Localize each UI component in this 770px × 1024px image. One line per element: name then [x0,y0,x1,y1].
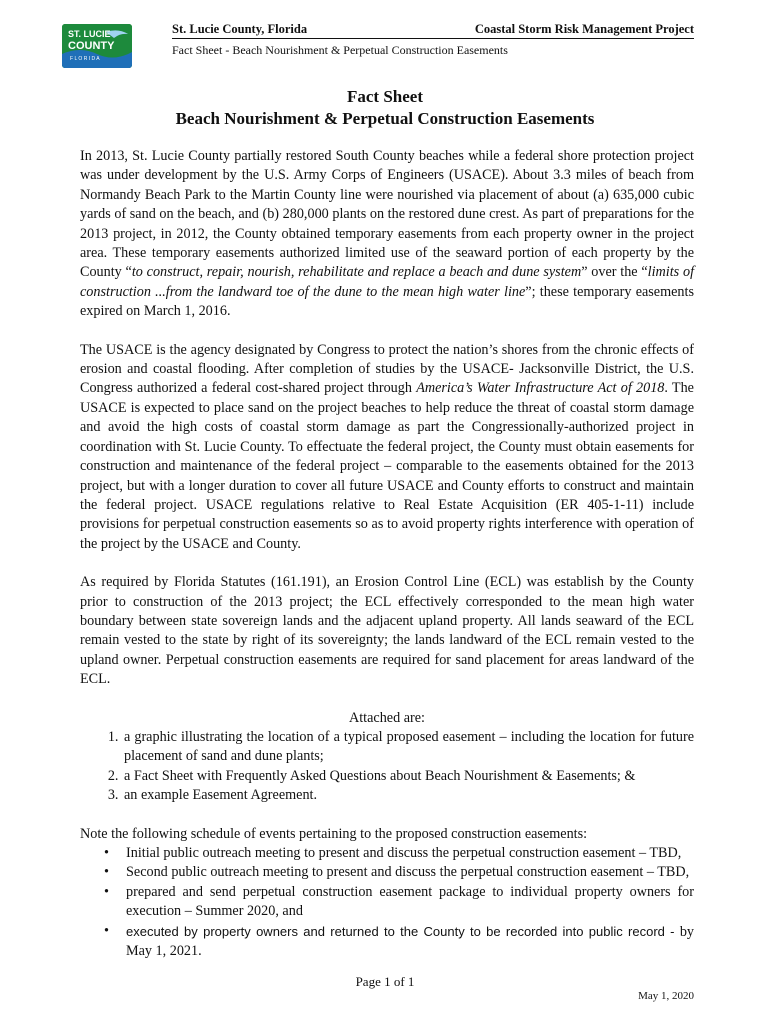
schedule-item [104,863,694,882]
p2-text-c: . The USACE is expected to place sand on the project beaches to help reduce the threat of coastal storm damage and avoid the high costs of coastal storm damage as part the Congressionally-authorized project in coordination with St. Lucie County. To effectuate the federal project, the County must obtain easements for construction and maintenance of the federal project – comparable to the easements obtained for the 2013 project, but with a longer duration to cover all future USACE and County efforts to construct and maintain the federal project. USACE regulations relative to Real Estate Acquisition (ER 405-1-11) include provisions for perpetual construction easements so as to avoid property rights interference with operation of the project by the USACE and County. [80,380,694,552]
bullet-icon: • [104,883,109,900]
title-line2: Beach Nourishment & Perpetual Construction Easements [175,109,595,128]
page-number: Page 1 of 1 [355,974,415,989]
p1-text-a: In 2013, St. Lucie County partially restored South County beaches while a federal shore protection project was under development by the U.S. Army Corps of Engineers (USACE). About 3.3 miles of beach from Normandy Beach Park to the Martin County line were nourished via placement of about (a) 635,000 cubic yards of sand on the beach, and (b) 280,000 plants on the restored dune crest. As part of preparations for the 2013 project, in 2012, the County obtained temporary easements from each property owner in the project area. These temporary easements authorized limited use of the seaward portion of each property by the County “ [80,148,694,281]
logo-line2: COUNTY [68,40,115,52]
paragraph-1 [80,147,694,322]
attachments-list [80,728,694,806]
header-project: Coastal Storm Risk Management Project [474,22,694,36]
schedule-item [104,922,694,962]
header-county: St. Lucie County, Florida [172,22,308,36]
header-rule [172,38,694,39]
p1-quote-2: limits of construction ...from the landward toe of the dune to the mean high water line [80,264,695,300]
attachment-item: 1. a graphic illustrating the location of a typical proposed easement – including the location for future placement of sand and dune plants; [122,728,694,767]
schedule-item-text: prepared and send perpetual construction easement package to individual property owners for execution – Summer 2020, and [126,883,694,920]
document-title [0,86,770,130]
schedule-item-text: Initial public outreach meeting to present and discuss the perpetual construction easement – TBD, [126,845,682,861]
footer-date: May 1, 2020 [638,990,694,1002]
p1-text-e: ”; these temporary easements expired on March 1, 2016. [80,283,694,320]
county-logo [62,24,132,68]
paragraph-3: As required by Florida Statutes (161.191), an Erosion Control Line (ECL) was establish by the County prior to construction of the 2013 project; the ECL effectively corresponded to the mean high water boundary between state sovereign lands and the adjacent upland property. All lands seaward of the ECL remain vested to the state by right of its sovereignty; the lands landward of the ECL remain vested to the upland owner. Perpetual construction easements are required for sand placement for areas landward of the ECL. [80,574,694,688]
schedule-item-text-a: executed by property owners and returned to the County to be recorded into public record - [126,923,680,939]
schedule-item [104,844,694,863]
schedule-intro: Note the following schedule of events pertaining to the proposed construction easements: [80,825,588,842]
schedule-item-text: Second public outreach meeting to present and discuss the perpetual construction easement – TBD, [126,864,690,881]
schedule-list [80,844,694,961]
logo-line1: ST. LUCIE [68,29,111,39]
document-body [80,147,694,961]
attachment-item: 3. an example Easement Agreement. [122,786,694,805]
county-logo-graphic [62,24,132,68]
paragraph-2 [80,341,694,554]
p1-quote-1: to construct, repair, nourish, rehabilitate and replace a beach and dune system [131,264,582,281]
schedule-item [104,883,694,922]
bullet-icon: • [104,864,109,881]
p2-act-name: America’s Water Infrastructure Act of 2018 [416,380,665,397]
title-line1: Fact Sheet [346,87,423,106]
bullet-icon: • [104,845,109,861]
header-subtitle: Fact Sheet - Beach Nourishment & Perpetual Construction Easements [172,43,508,57]
attached-heading: Attached are: [348,709,425,726]
attachment-item: 2. a Fact Sheet with Frequently Asked Questions about Beach Nourishment & Easements; & [122,767,694,786]
p1-text-c: ” over the “ [581,264,648,281]
logo-line3: F L O R I D A [70,56,100,62]
bullet-icon: • [104,922,109,939]
schedule-item-text-b: by May 1, 2021. [126,923,694,960]
p2-text-a: The USACE is the agency designated by Congress to protect the nation’s shores from the chronic effects of erosion and coastal flooding. After completion of studies by the USACE- Jacksonville District, the U.S. Congress authorized a federal cost-shared project through [80,341,694,397]
